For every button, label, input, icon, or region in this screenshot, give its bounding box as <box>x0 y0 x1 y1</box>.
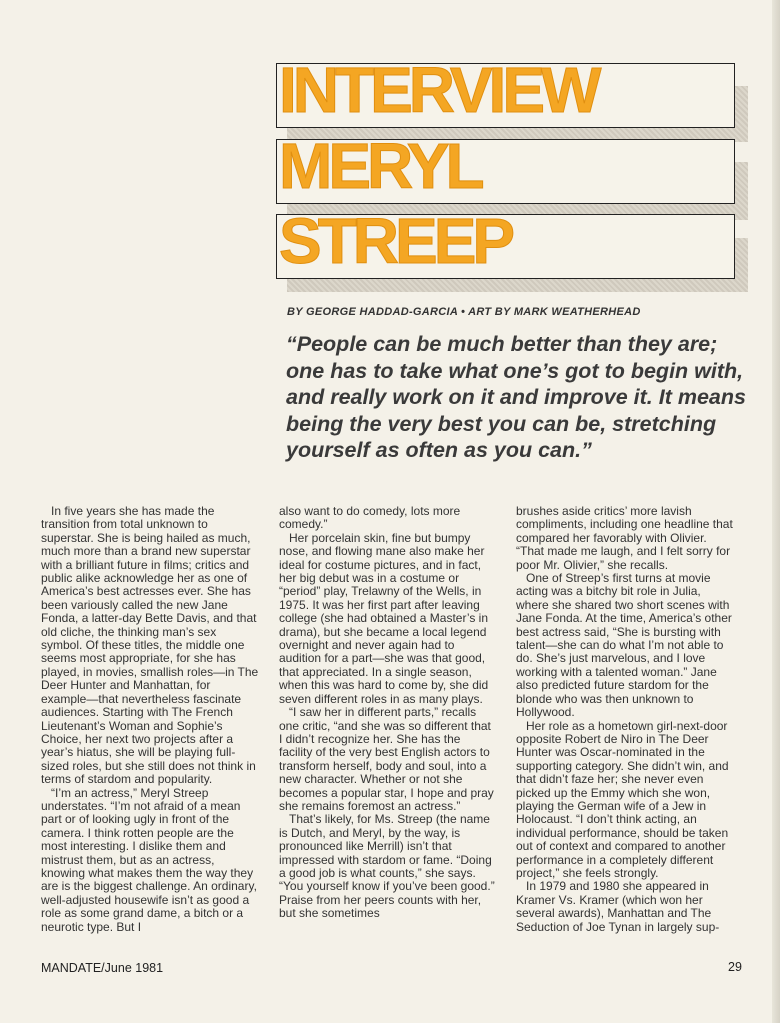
paragraph: Her role as a hometown girl-next-door opposite Robert de Niro in The Deer Hunter was Oscar-nominated in the supporting category. She didn’t win, and that didn’t faze her; she never even picked up the Emmy which she won, playing the German wife of a Jew in Holocaust. “I don’t think acting, an individual performance, should be taken out of context and compared to another performance in a completely different project,” she feels strongly. <box>516 718 729 880</box>
paragraph: “I’m an actress,” Meryl Streep understates. “I’m not afraid of a mean part or of looking ugly in front of the camera. I think rotten people are the most interesting. I dislike them and mistrust them, but as an actress, knowing what makes them the way they are is the biggest challenge. An ordinary, well-adjusted housewife isn’t as good a role as some grand dame, a bitch or a neurotic type. But I <box>41 785 257 934</box>
article-column-1 <box>41 505 259 934</box>
paragraph: brushes aside critics’ more lavish compliments, including one headline that compared her favorably with Olivier. “That made me laugh, and I felt sorry for poor Mr. Olivier,” she recalls. <box>516 504 733 572</box>
paragraph: also want to do comedy, lots more comedy.” <box>279 504 461 532</box>
page-number: 29 <box>728 960 742 974</box>
byline: BY GEORGE HADDAD-GARCIA • ART BY MARK WEATHERHEAD <box>287 306 641 318</box>
paragraph: One of Streep’s first turns at movie acting was a bitchy bit role in Julia, where she shared two short scenes with Jane Fonda. At the time, America’s other best actress said, “She is bursting with talent—she can do what I’m not able to do. She’s just marvelous, and I love working with a talented woman.” Jane also predicted future stardom for the blonde who was then unknown to Hollywood. <box>516 571 732 720</box>
paragraph: In five years she has made the transition from total unknown to superstar. She is being hailed as much, much more than a brand new superstar with a brilliant future in films; critics and public alike acknowledge her as one of America’s best actresses ever. She has been variously called the new Jane Fonda, a latter-day Bette Davis, and that old cliche, the thinking man’s sex symbol. Of these titles, the middle one seems most appropriate, for she has played, in movies, smallish roles—in The Deer Hunter and Manhattan, for example—that nevertheless fascinate audiences. Starting with The French Lieutenant’s Woman and Sophie’s Choice, her next two projects after a year’s hiatus, she will be playing full-sized roles, but she still does not think in terms of stardom and popularity. <box>41 504 259 787</box>
article-column-3 <box>516 505 734 934</box>
paragraph: Her porcelain skin, fine but bumpy nose, and flowing mane also make her ideal for costume pictures, and in fact, her big debut was in a costume or “period” play, Trelawny of the Wells, in 1975. It was her first part after leaving college (she had obtained a Master’s in drama), but she became a local legend overnight and never again had to audition for a part—she was that good, that appreciated. In a single season, when this was hard to come by, she did seven different roles in as many plays. <box>279 530 489 706</box>
title-box-1 <box>276 54 735 128</box>
publication-footer: MANDATE/June 1981 <box>41 961 164 975</box>
title-box-2 <box>276 130 735 204</box>
title-line-interview: INTERVIEW <box>279 54 598 126</box>
title-line-meryl: MERYL <box>279 130 481 202</box>
paragraph: “I saw her in different parts,” recalls one critic, “and she was so different that I didn’t recognize her. She has the facility of the very best English actors to transform herself, body and soul, into a new character. Whether or not she becomes a popular star, I hope and pray she remains foremost an actress.” <box>279 705 494 813</box>
title-line-streep: STREEP <box>279 205 512 277</box>
paragraph: In 1979 and 1980 she appeared in Kramer Vs. Kramer (which won her several awards), Manhattan and The Seduction of Joe Tynan in largely sup- <box>516 879 720 934</box>
article-column-2 <box>279 505 497 921</box>
page-edge <box>772 0 780 1023</box>
paragraph: That’s likely, for Ms. Streep (the name is Dutch, and Meryl, by the way, is pronounced like Merrill) isn’t that impressed with stardom or fame. “Doing a good job is what counts,” she says. “You yourself know if you’ve been good.” Praise from her peers counts with her, but she sometimes <box>279 812 495 921</box>
pull-quote: “People can be much better than they are; one has to take what one’s got to begin with, and really work on it and improve it. It means being the very best you can be, stretching yourself as often as you can.” <box>286 332 746 462</box>
title-box-3 <box>276 205 735 279</box>
